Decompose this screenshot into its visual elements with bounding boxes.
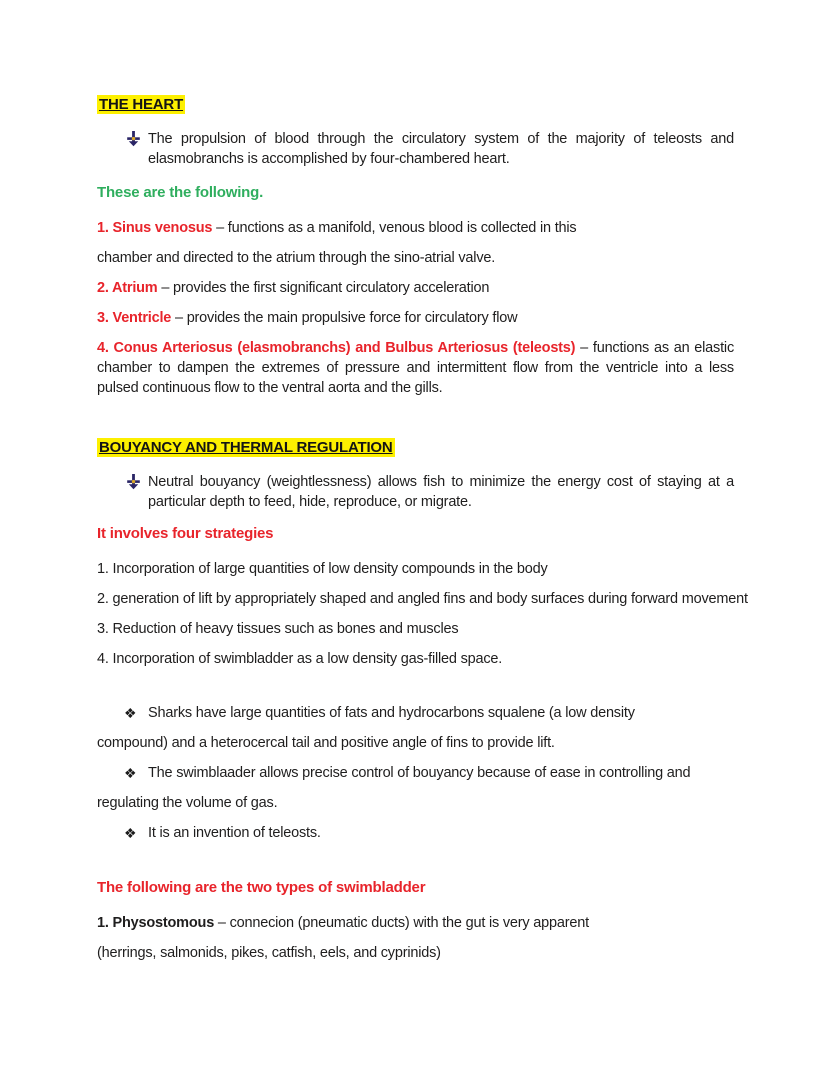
heart-bullet-paragraph <box>97 129 734 169</box>
strategy-item-2: 2. generation of lift by appropriately shaped and angled fins and body surfaces during forward movement <box>97 591 748 607</box>
physostomous-label: 1. Physostomous <box>97 915 215 931</box>
note-invention <box>97 823 734 843</box>
heart-subheading: These are the following. <box>97 184 264 201</box>
note-swimbladder-text1: The swimblaader allows precise control of bouyancy because of ease in controlling and <box>148 765 691 781</box>
paragraph-conus-arteriosus <box>97 338 734 398</box>
strategy-item-4: 4. Incorporation of swimbladder as a low density gas-filled space. <box>97 651 503 667</box>
section-heading-heart <box>97 94 734 116</box>
note-sharks-line2: compound) and a heterocercal tail and positive angle of fins to provide lift. <box>97 735 555 751</box>
bouyancy-heading-text: BOUYANCY AND THERMAL REGULATION <box>99 439 393 456</box>
paragraph-atrium <box>97 278 734 298</box>
diamond-bullet-icon: ❖ <box>124 765 137 781</box>
sinus-venosus-desc: – functions as a manifold, venous blood is collected in this <box>212 220 577 236</box>
arrow-bullet-icon <box>126 474 141 490</box>
paragraph-sinus-venosus <box>97 218 734 238</box>
conus-arteriosus-label: 4. Conus Arteriosus (elasmobranchs) and Bulbus Arteriosus (teleosts) <box>97 340 576 356</box>
heart-heading-text: THE HEART <box>99 96 184 113</box>
conus-arteriosus-desc: – functions as an elastic chamber to dampen the extremes of pressure and intermittent flow from the ventricle into a less pulsed continuous flow to the ventral aorta and the gills. <box>97 340 734 396</box>
note-invention-text: It is an invention of teleosts. <box>148 825 321 841</box>
note-sharks-text1: Sharks have large quantities of fats and hydrocarbons squalene (a low density <box>148 705 635 721</box>
swimbladder-types-heading: The following are the two types of swimbladder <box>97 879 426 896</box>
bouyancy-bullet-text: Neutral bouyancy (weightlessness) allows fish to minimize the energy cost of staying at a particular depth to feed, hide, reproduce, or migrate. <box>148 474 734 510</box>
heart-bullet-text: The propulsion of blood through the circulatory system of the majority of teleosts and elasmobranchs is accomplished by four-chambered heart. <box>148 131 734 167</box>
diamond-bullet-icon: ❖ <box>124 825 137 841</box>
paragraph-physostomous-examples: (herrings, salmonids, pikes, catfish, eels, and cyprinids) <box>97 945 441 961</box>
atrium-desc: – provides the first significant circulatory acceleration <box>157 280 490 296</box>
physostomous-desc: – connecion (pneumatic ducts) with the gut is very apparent <box>214 915 589 931</box>
bouyancy-bullet-paragraph <box>97 472 734 512</box>
bouyancy-subheading: It involves four strategies <box>97 525 274 542</box>
strategy-item-1: 1. Incorporation of large quantities of low density compounds in the body <box>97 561 548 577</box>
diamond-bullet-icon: ❖ <box>124 705 137 721</box>
note-swimbladder-line2: regulating the volume of gas. <box>97 795 278 811</box>
paragraph-sinus-venosus-cont: chamber and directed to the atrium through the sino-atrial valve. <box>97 250 496 266</box>
ventricle-label: 3. Ventricle <box>97 310 172 326</box>
note-sharks-line1 <box>97 703 734 723</box>
strategy-item-3: 3. Reduction of heavy tissues such as bones and muscles <box>97 621 459 637</box>
paragraph-ventricle <box>97 308 734 328</box>
sinus-venosus-label: 1. Sinus venosus <box>97 220 213 236</box>
ventricle-desc: – provides the main propulsive force for circulatory flow <box>171 310 518 326</box>
arrow-bullet-icon <box>126 131 141 147</box>
atrium-label: 2. Atrium <box>97 280 158 296</box>
section-heading-bouyancy <box>97 437 734 459</box>
note-swimbladder-line1 <box>97 763 734 783</box>
paragraph-physostomous <box>97 913 734 933</box>
